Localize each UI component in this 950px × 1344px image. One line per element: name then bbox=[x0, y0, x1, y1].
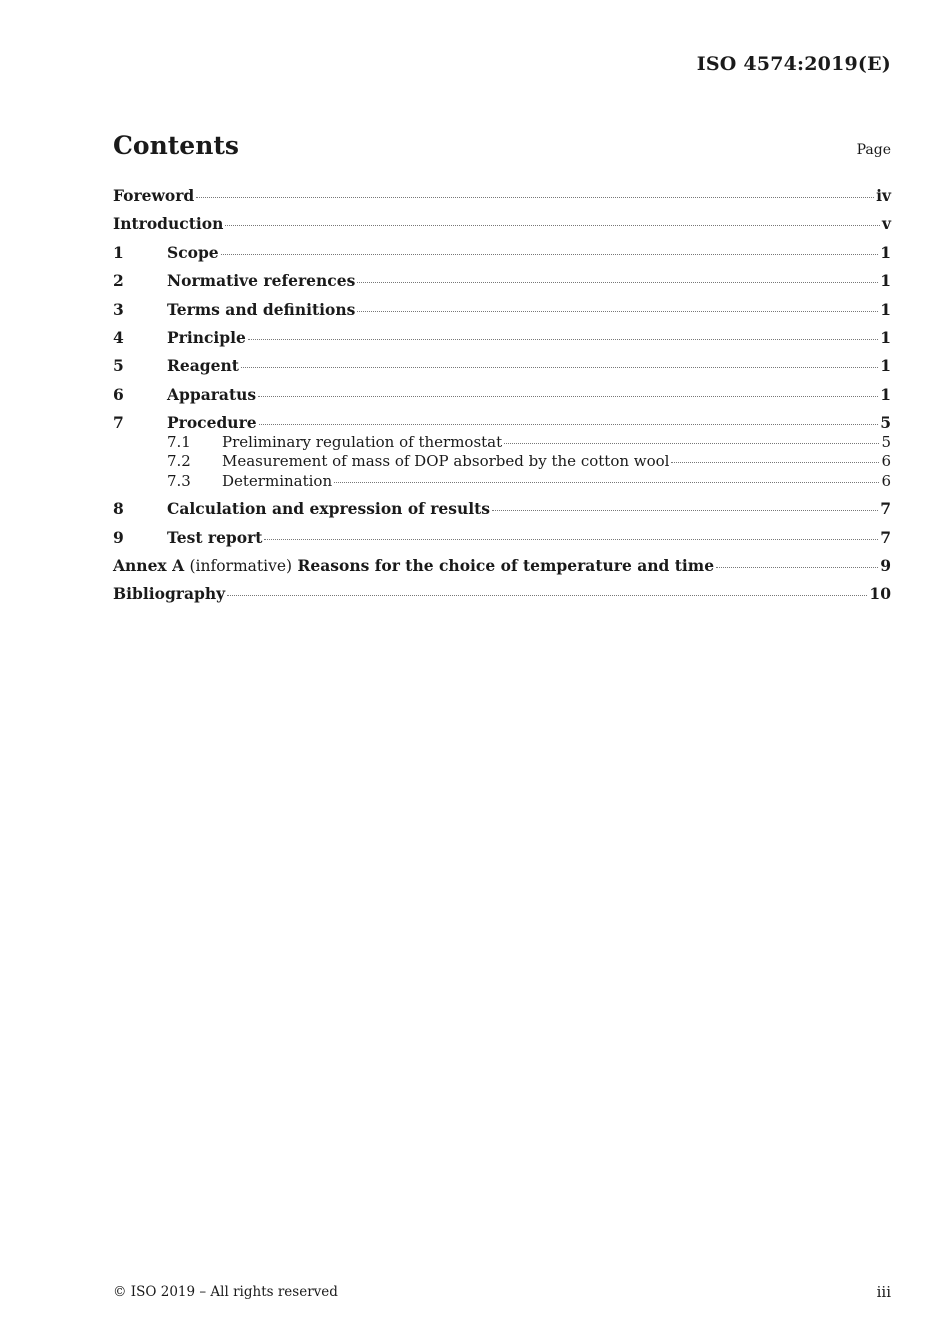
toc-entry-normative-references[interactable] bbox=[113, 271, 891, 290]
toc-entry-title: Terms and definitions bbox=[167, 300, 356, 319]
toc-entry-annex-a[interactable] bbox=[113, 556, 891, 575]
toc-entry-number: 2 bbox=[113, 271, 124, 290]
toc-entry-title: Normative references bbox=[167, 271, 356, 290]
dot-leader bbox=[221, 254, 879, 255]
dot-leader bbox=[716, 567, 878, 568]
toc-entry-number: 9 bbox=[113, 528, 124, 547]
dot-leader bbox=[241, 367, 878, 368]
toc-entry-calculation[interactable] bbox=[113, 499, 891, 518]
toc-entry-page: 1 bbox=[880, 300, 891, 319]
toc-entry-page: 7 bbox=[880, 499, 891, 518]
copyright-notice: © ISO 2019 – All rights reserved bbox=[113, 1284, 338, 1300]
toc-entry-title: Foreword bbox=[113, 186, 195, 205]
toc-entry-terms-and-definitions[interactable] bbox=[113, 300, 891, 319]
toc-entry-page: 1 bbox=[880, 243, 891, 262]
toc-entry-title bbox=[113, 556, 714, 575]
toc-subentry-page: 5 bbox=[881, 433, 891, 451]
dot-leader bbox=[357, 311, 878, 312]
toc-subentry-page: 6 bbox=[881, 452, 891, 470]
toc-subentry-title: Measurement of mass of DOP absorbed by the cotton wool bbox=[222, 452, 670, 470]
dot-leader bbox=[334, 482, 879, 483]
toc-entry-page: 10 bbox=[869, 584, 891, 603]
toc-entry-page: iv bbox=[876, 186, 891, 205]
page-column-label: Page bbox=[856, 142, 891, 158]
toc-entry-scope[interactable] bbox=[113, 243, 891, 262]
dot-leader bbox=[248, 339, 878, 340]
toc-subentry-7-3[interactable] bbox=[113, 472, 891, 490]
toc-subentry-7-2[interactable] bbox=[113, 452, 891, 470]
contents-heading: Contents bbox=[113, 131, 240, 160]
toc-subentry-title: Preliminary regulation of thermostat bbox=[222, 433, 503, 451]
toc-entry-number: 4 bbox=[113, 328, 124, 347]
toc-entry-page: v bbox=[881, 214, 891, 233]
toc-entry-title: Introduction bbox=[113, 214, 224, 233]
page-number: iii bbox=[876, 1283, 891, 1301]
toc-entry-page: 1 bbox=[880, 328, 891, 347]
toc-entry-title: Calculation and expression of results bbox=[167, 499, 491, 518]
toc-entry-title: Reagent bbox=[167, 356, 239, 375]
toc-entry-number: 6 bbox=[113, 385, 124, 404]
dot-leader bbox=[671, 462, 879, 463]
toc-entry-introduction[interactable] bbox=[113, 214, 891, 233]
dot-leader bbox=[492, 510, 878, 511]
toc-entry-title: Principle bbox=[167, 328, 246, 347]
toc-subentry-title: Determination bbox=[222, 472, 333, 490]
toc-entry-bibliography[interactable] bbox=[113, 584, 891, 603]
toc-subentry-7-1[interactable] bbox=[113, 433, 891, 451]
toc-entry-page: 1 bbox=[880, 271, 891, 290]
toc-entry-page: 1 bbox=[880, 385, 891, 404]
toc-subentry-page: 6 bbox=[881, 472, 891, 490]
dot-leader bbox=[357, 282, 878, 283]
annex-title: Reasons for the choice of temperature and time bbox=[297, 556, 715, 575]
toc-entry-foreword[interactable] bbox=[113, 186, 891, 205]
toc-subentry-number: 7.3 bbox=[167, 472, 191, 490]
toc-entry-number: 8 bbox=[113, 499, 124, 518]
dot-leader bbox=[258, 396, 878, 397]
toc-entry-page: 5 bbox=[880, 413, 891, 432]
dot-leader bbox=[264, 539, 878, 540]
dot-leader bbox=[227, 595, 867, 596]
toc-entry-reagent[interactable] bbox=[113, 356, 891, 375]
dot-leader bbox=[504, 443, 879, 444]
annex-label: Annex A bbox=[113, 556, 185, 575]
toc-entry-procedure[interactable] bbox=[113, 413, 891, 432]
annex-qualifier: (informative) bbox=[189, 557, 293, 575]
dot-leader bbox=[225, 225, 880, 226]
toc-entry-apparatus[interactable] bbox=[113, 385, 891, 404]
toc-entry-title: Scope bbox=[167, 243, 219, 262]
toc-entry-number: 3 bbox=[113, 300, 124, 319]
toc-subentry-number: 7.1 bbox=[167, 433, 191, 451]
toc-entry-number: 1 bbox=[113, 243, 124, 262]
toc-entry-number: 7 bbox=[113, 413, 124, 432]
toc-entry-principle[interactable] bbox=[113, 328, 891, 347]
toc-entry-title: Bibliography bbox=[113, 584, 226, 603]
dot-leader bbox=[196, 197, 874, 198]
toc-entry-number: 5 bbox=[113, 356, 124, 375]
toc-entry-page: 9 bbox=[880, 556, 891, 575]
toc-entry-title: Procedure bbox=[167, 413, 257, 432]
document-identifier: ISO 4574:2019(E) bbox=[696, 53, 891, 75]
toc-entry-title: Apparatus bbox=[167, 385, 257, 404]
dot-leader bbox=[259, 424, 879, 425]
toc-entry-page: 1 bbox=[880, 356, 891, 375]
toc-subentry-number: 7.2 bbox=[167, 452, 191, 470]
toc-entry-page: 7 bbox=[880, 528, 891, 547]
toc-entry-test-report[interactable] bbox=[113, 528, 891, 547]
toc-entry-title: Test report bbox=[167, 528, 263, 547]
